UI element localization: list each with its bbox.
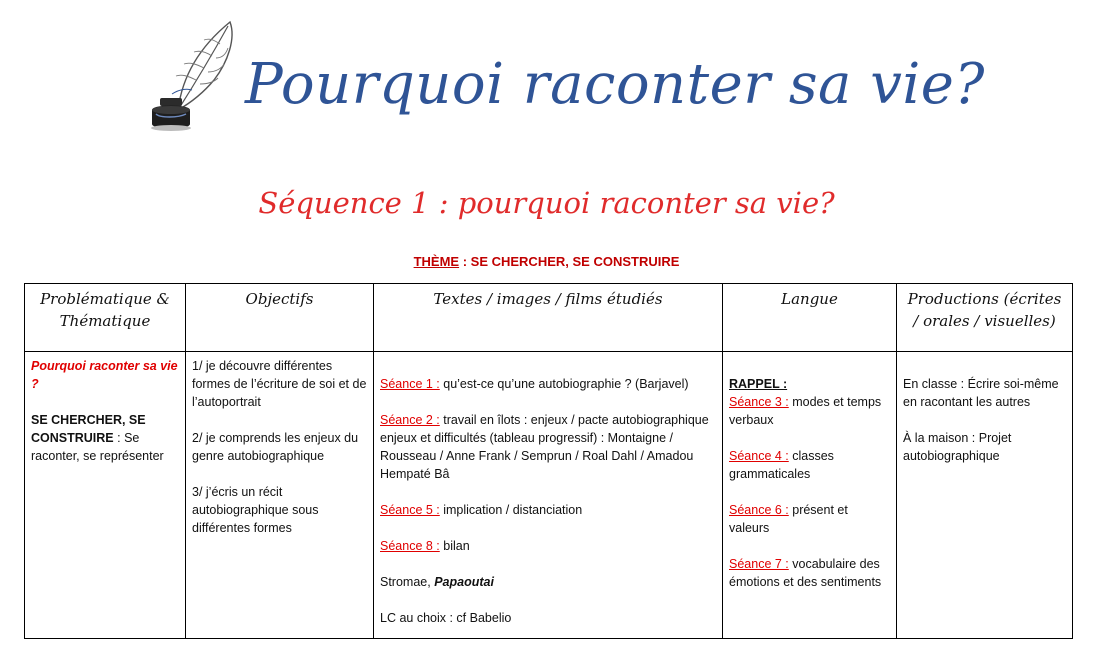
seance-text: classes grammaticales — [729, 449, 834, 481]
langue-item — [729, 393, 890, 429]
seance-text: qu’est-ce qu’une autobiographie ? (Barjavel) — [439, 377, 689, 391]
seance-text: implication / distanciation — [439, 503, 583, 517]
production-item: En classe : Écrire soi-même en racontant les autres — [903, 377, 1059, 409]
seance-label: Séance 5 : — [380, 503, 440, 517]
seance-label: Séance 3 : — [729, 395, 789, 409]
sequence-table — [24, 283, 1073, 639]
production-item: À la maison : Projet autobiographique — [903, 431, 1012, 463]
seance-label: Séance 6 : — [729, 503, 789, 517]
theme-value: : SE CHERCHER, SE CONSTRUIRE — [459, 254, 680, 269]
cell-objectifs — [186, 352, 374, 639]
seance-label: Séance 8 : — [380, 539, 440, 553]
objectif-item: 3/ j’écris un récit autobiographique sous différentes formes — [192, 485, 319, 535]
problematique-theme-detail: : Se raconter, se représenter — [31, 431, 164, 463]
rappel-label: RAPPEL : — [729, 377, 788, 391]
seance-label: Séance 7 : — [729, 557, 789, 571]
sequence-title: Séquence 1 : pourquoi raconter sa vie? — [258, 186, 835, 220]
header-productions: Productions (écrites / orales / visuelles) — [897, 284, 1073, 352]
lc-item: LC au choix : cf Babelio — [380, 611, 512, 625]
objectif-item: 1/ je découvre différentes formes de l’écriture de soi et de l’autoportrait — [192, 359, 367, 409]
problematique-theme: SE CHERCHER, SE CONSTRUIRE — [31, 413, 146, 445]
seance-item — [380, 411, 716, 483]
cell-productions — [897, 352, 1073, 639]
seance-text: bilan — [439, 539, 470, 553]
seance-text: vocabulaire des émotions et des sentiments — [729, 557, 882, 589]
header — [0, 0, 1093, 269]
langue-item — [729, 555, 890, 591]
seance-item — [380, 501, 716, 519]
seance-item — [380, 537, 716, 555]
seance-text: présent et valeurs — [729, 503, 848, 535]
header-problematique: Problématique & Thématique — [25, 284, 186, 352]
langue-item — [729, 501, 890, 537]
seance-label: Séance 2 : — [380, 413, 440, 427]
header-textes: Textes / images / films étudiés — [374, 284, 723, 352]
table-row — [25, 352, 1073, 639]
problematique-question: Pourquoi raconter sa vie ? — [31, 359, 178, 391]
cell-problematique — [25, 352, 186, 639]
seance-item — [380, 375, 716, 393]
seance-label: Séance 1 : — [380, 377, 440, 391]
stromae-item — [380, 573, 716, 591]
stromae-prefix: Stromae, — [380, 575, 435, 589]
header-objectifs: Objectifs — [186, 284, 374, 352]
seance-label: Séance 4 : — [729, 449, 789, 463]
theme-label: THÈME — [413, 254, 460, 269]
page-title: Pourquoi raconter sa vie? — [245, 52, 985, 117]
seance-text: travail en îlots : enjeux / pacte autobiographique enjeux et difficultés (tableau progressif) : Montaigne / Rousseau / Anne Frank / Semprun / Roal Dahl / Amadou Hempaté Bâ — [380, 413, 709, 481]
header-langue: Langue — [723, 284, 897, 352]
langue-item — [729, 447, 890, 483]
quill-inkwell-icon — [148, 18, 243, 136]
seance-text: modes et temps verbaux — [729, 395, 882, 427]
objectif-item: 2/ je comprends les enjeux du genre autobiographique — [192, 431, 359, 463]
cell-textes — [374, 352, 723, 639]
stromae-title: Papaoutai — [434, 575, 494, 589]
cell-langue — [723, 352, 897, 639]
theme-line — [0, 254, 1093, 269]
table-header-row — [25, 284, 1073, 352]
